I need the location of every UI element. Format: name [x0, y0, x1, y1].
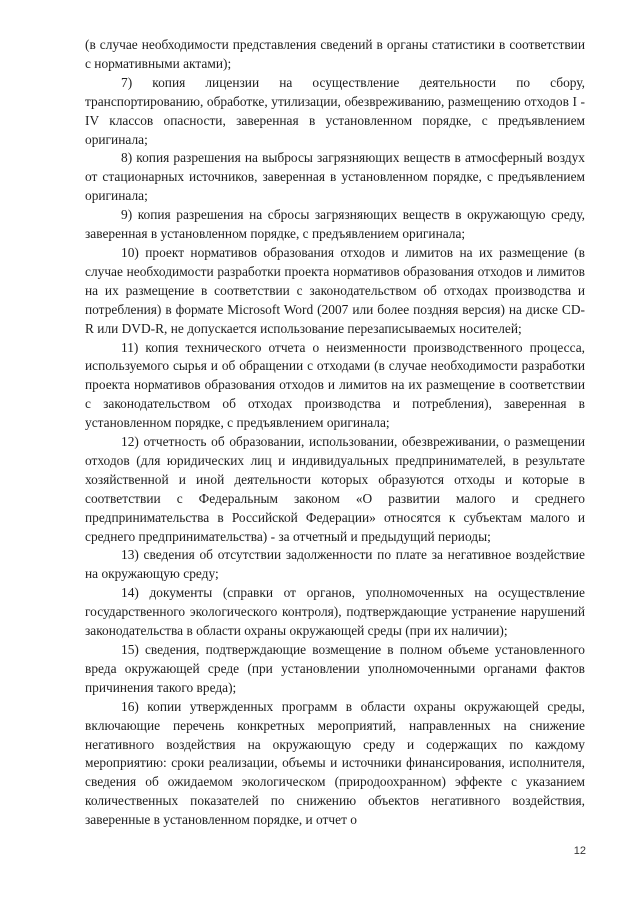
- paragraph-item-10: 10) проект нормативов образования отходов и лимитов на их размещение (в случае необходимости разработки проекта нормативов образования отходов и лимитов на их размещение в соответствии с законодательством об отходах производства и потребления) в формате Microsoft Word (2007 или более поздняя версия) на диске CD-R или DVD-R, не допускается использование перезаписываемых носителей;: [85, 244, 585, 336]
- paragraph-item-11: 11) копия технического отчета о неизменности производственного процесса, используемого сырья и об обращении с отходами (в случае необходимости разработки проекта нормативов образования отходов и лимитов на их размещение в соответствии с законодательством об отходах производства и потребления), заверенная в установленном порядке, с предъявлением оригинала;: [85, 339, 585, 431]
- paragraph-item-13: 13) сведения об отсутствии задолженности по плате за негативное воздействие на окружающую среду;: [85, 547, 585, 582]
- paragraph-item-12: 12) отчетность об образовании, использовании, обезвреживании, о размещении отходов (для юридических лиц и индивидуальных предпринимателей, в результате хозяйственной и иной деятельности которых образуются отходы и которые в соответствии с Федеральным законом «О развитии малого и среднего предпринимательства в Российской Федерации» относятся к субъектам малого и среднего предпринимательства) - за отчетный и предыдущий периоды;: [85, 434, 585, 544]
- paragraph-item-8: 8) копия разрешения на выбросы загрязняющих веществ в атмосферный воздух от стационарных источников, заверенная в установленном порядке, с предъявлением оригинала;: [85, 150, 585, 204]
- paragraph-item-14: 14) документы (справки от органов, уполномоченных на осуществление государственного экологического контроля), подтверждающие устранение нарушений законодательства в области охраны окружающей среды (при их наличии);: [85, 585, 585, 639]
- document-body: [85, 36, 585, 830]
- page-number: 12: [573, 845, 586, 857]
- paragraph-item-16: 16) копии утвержденных программ в области охраны окружающей среды, включающие перечень конкретных мероприятий, направленных на снижение негативного воздействия на окружающую среду и содержащих по каждому мероприятию: сроки реализации, объемы и источники финансирования, исполнителя, сведения об ожидаемом экологическом (природоохранном) эффекте с указанием количественных показателей по снижению объектов негативного воздействия, заверенные в установленном порядке, и отчет о: [85, 698, 585, 828]
- paragraph-item-15: 15) сведения, подтверждающие возмещение в полном объеме установленного вреда окружающей среде (при установлении уполномоченными органами фактов причинения такого вреда);: [85, 642, 585, 695]
- paragraph-item-7: 7) копия лицензии на осуществление деятельности по сбору, транспортированию, обработке, утилизации, обезвреживанию, размещению отходов I - IV классов опасности, заверенная в установленном порядке, с предъявлением оригинала;: [85, 74, 585, 147]
- paragraph-continuation: (в случае необходимости представления сведений в органы статистики в соответствии с нормативными актами);: [85, 37, 585, 71]
- paragraph-item-9: 9) копия разрешения на сбросы загрязняющих веществ в окружающую среду, заверенная в установленном порядке, с предъявлением оригинала;: [85, 207, 585, 242]
